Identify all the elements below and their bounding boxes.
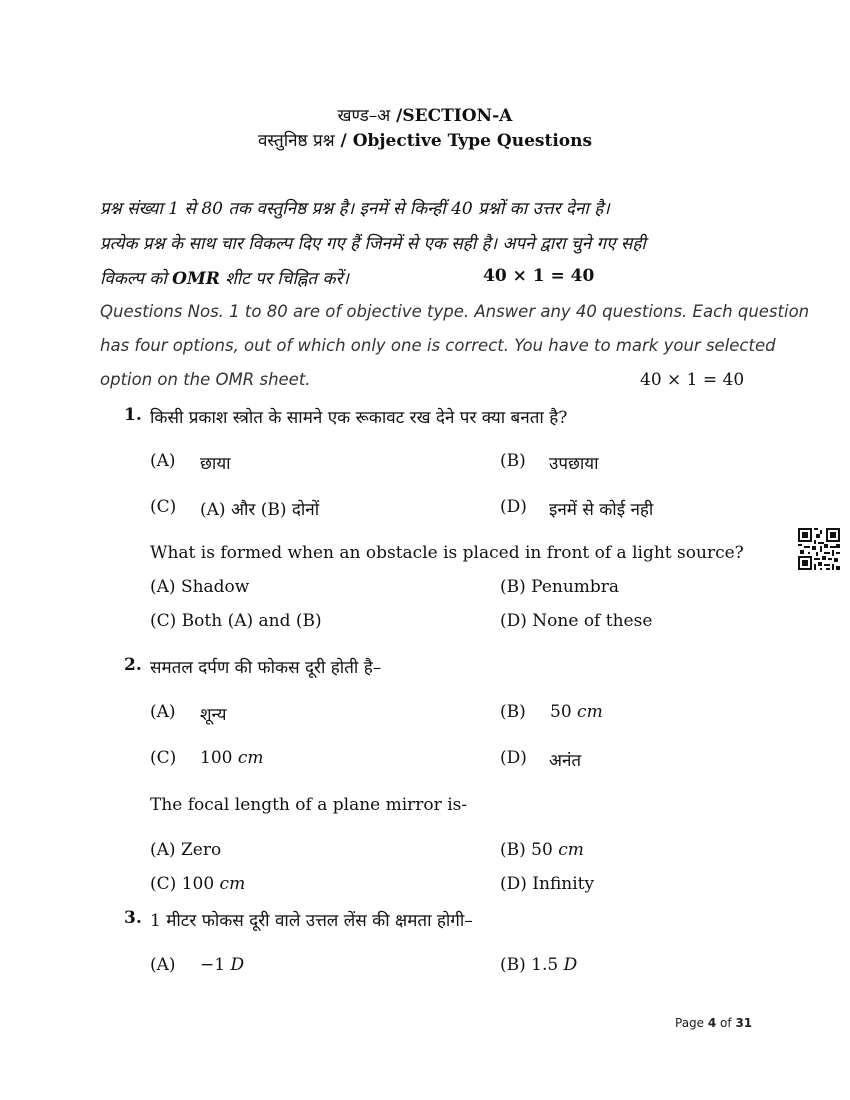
q1-option-b-hindi: उपछाया bbox=[549, 454, 599, 474]
instructions-hindi-line-2: प्रत्येक प्रश्न के साथ चार विकल्प दिए गए हैं जिनमें से एक सही है। अपने द्वारा चुने गए सही bbox=[100, 234, 646, 254]
q1-option-b-english: (B) Penumbra bbox=[500, 577, 620, 597]
q3-option-a-label: (A) bbox=[150, 955, 176, 975]
question-2-number: 2. bbox=[124, 655, 142, 675]
instructions-hindi-line-1: प्रश्न संख्या 1 से 80 तक वस्तुनिष्ठ प्रश्न है। इनमें से किन्हीं 40 प्रश्नों का उत्तर देना है। bbox=[100, 199, 610, 219]
q1-option-c-label: (C) bbox=[150, 497, 177, 517]
instructions-english-line-2: has four options, out of which only one is correct. You have to mark your selected bbox=[100, 336, 776, 355]
q1-option-c-english: (C) Both (A) and (B) bbox=[150, 611, 322, 631]
marks-english: 40 × 1 = 40 bbox=[640, 370, 745, 390]
q2-option-b-value: 50 cm bbox=[550, 702, 603, 722]
q2-option-a-hindi: शून्य bbox=[200, 705, 227, 725]
q1-option-a-english: (A) Shadow bbox=[150, 577, 250, 597]
question-1-text-hindi: किसी प्रकाश स्त्रोत के सामने एक रूकावट रख देने पर क्या बनता है? bbox=[150, 408, 568, 428]
q1-option-c-hindi: (A) और (B) दोनों bbox=[200, 500, 320, 520]
q3-option-a-value: −1 D bbox=[200, 955, 245, 975]
question-2-text-english: The focal length of a plane mirror is- bbox=[150, 795, 468, 815]
question-1-number: 1. bbox=[124, 405, 142, 425]
question-3-text-hindi: 1 मीटर फोकस दूरी वाले उत्तल लेंस की क्षमता होगी– bbox=[150, 911, 473, 931]
q2-option-d-label: (D) bbox=[500, 748, 527, 768]
question-3-number: 3. bbox=[124, 908, 142, 928]
q1-option-d-label: (D) bbox=[500, 497, 527, 517]
section-heading: खण्ड–अ /SECTION-A bbox=[337, 106, 513, 126]
marks-hindi: 40 × 1 = 40 bbox=[483, 266, 595, 286]
q2-option-c-label: (C) bbox=[150, 748, 177, 768]
q1-option-a-label: (A) bbox=[150, 451, 176, 471]
question-type-heading: वस्तुनिष्ठ प्रश्न / Objective Type Questions bbox=[257, 131, 593, 151]
instructions-english-line-3: option on the OMR sheet. bbox=[100, 370, 311, 389]
q2-option-d-hindi: अनंत bbox=[549, 751, 582, 771]
question-type-english: Objective Type Questions bbox=[352, 131, 593, 151]
question-1-text-english: What is formed when an obstacle is placed in front of a light source? bbox=[150, 543, 744, 563]
q2-option-b-label: (B) bbox=[500, 702, 526, 722]
q2-option-b-english: (B) 50 cm bbox=[500, 840, 584, 860]
q1-option-b-label: (B) bbox=[500, 451, 526, 471]
section-heading-english: SECTION-A bbox=[402, 106, 513, 126]
q1-option-a-hindi: छाया bbox=[200, 454, 231, 474]
q1-option-d-english: (D) None of these bbox=[500, 611, 653, 631]
qr-code-icon bbox=[798, 528, 840, 570]
q2-option-c-value: 100 cm bbox=[200, 748, 264, 768]
q2-option-d-english: (D) Infinity bbox=[500, 874, 595, 894]
instructions-hindi-line-3: विकल्प को OMR शीट पर चिह्नित करें। bbox=[100, 269, 349, 289]
instructions-english-line-1: Questions Nos. 1 to 80 are of objective type. Answer any 40 questions. Each question bbox=[100, 302, 810, 321]
q2-option-c-english: (C) 100 cm bbox=[150, 874, 246, 894]
section-heading-hindi: खण्ड–अ bbox=[337, 106, 391, 126]
q2-option-a-english: (A) Zero bbox=[150, 840, 222, 860]
q2-option-a-label: (A) bbox=[150, 702, 176, 722]
question-type-hindi: वस्तुनिष्ठ प्रश्न bbox=[257, 131, 335, 151]
page-number: Page 4 of 31 bbox=[675, 1016, 753, 1030]
q1-option-d-hindi: इनमें से कोई नही bbox=[549, 500, 654, 520]
q3-option-b-value: (B) 1.5 D bbox=[500, 955, 578, 975]
question-2-text-hindi: समतल दर्पण की फोकस दूरी होती है– bbox=[150, 658, 382, 678]
